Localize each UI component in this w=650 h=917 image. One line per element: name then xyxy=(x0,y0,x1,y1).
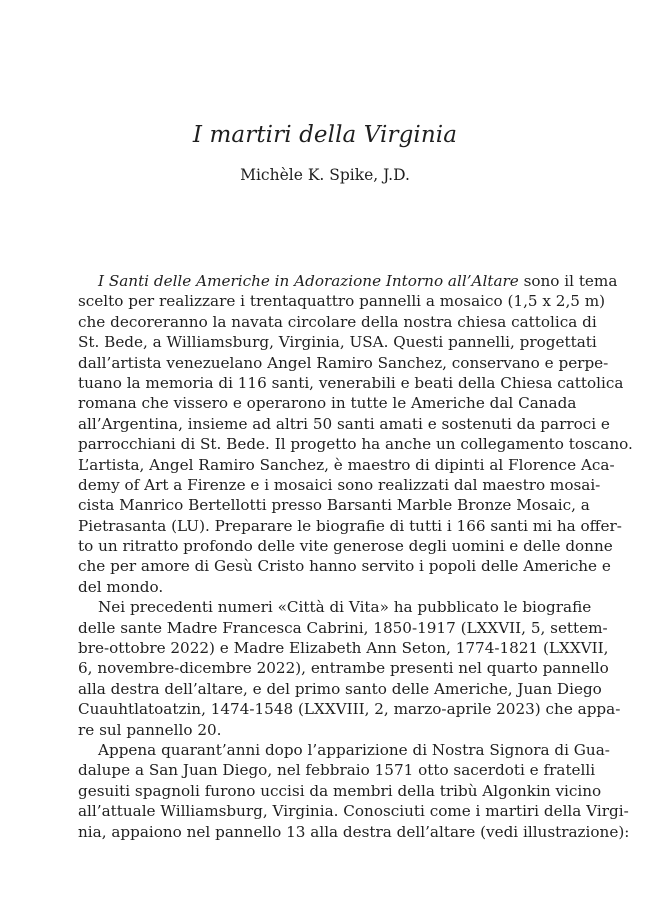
text-line: delle sante Madre Francesca Cabrini, 1850-1917 (LXXVII, 5, settem- xyxy=(78,618,608,637)
text-line: cista Manrico Bertellotti presso Barsanti Marble Bronze Mosaic, a xyxy=(78,496,590,515)
article-body xyxy=(78,271,633,842)
text-line: Nei precedenti numeri «Città di Vita» ha pubblicato le biografie xyxy=(98,598,592,617)
text-line: all’Argentina, insieme ad altri 50 santi amati e sostenuti da parroci e xyxy=(78,414,610,433)
text-line: Appena quarant’anni dopo l’apparizione di Nostra Signora di Gua- xyxy=(98,740,610,759)
text-line: tuano la memoria di 116 santi, venerabili e beati della Chiesa cattolica xyxy=(78,373,624,392)
text-line: demy of Art a Firenze e i mosaici sono realizzati dal maestro mosai- xyxy=(78,475,601,494)
text-line: Cuauhtlatoatzin, 1474-1548 (LXXVIII, 2, marzo-aprile 2023) che appa- xyxy=(78,700,621,719)
text-line: alla destra dell’altare, e del primo santo delle Americhe, Juan Diego xyxy=(78,679,602,698)
text-line: I Santi delle Americhe in Adorazione Intorno all’Altare sono il tema xyxy=(98,272,618,290)
text-line: dall’artista venezuelano Angel Ramiro Sanchez, conservano e perpe- xyxy=(78,353,609,372)
article-author: Michèle K. Spike, J.D. xyxy=(240,166,410,184)
text-line: dalupe a San Juan Diego, nel febbraio 1571 otto sacerdoti e fratelli xyxy=(78,761,596,780)
text-line: che decoreranno la navata circolare della nostra chiesa cattolica di xyxy=(78,312,597,331)
italic-title-phrase: I Santi delle Americhe in Adorazione Intorno all’Altare xyxy=(98,272,519,290)
text-line: all’attuale Williamsburg, Virginia. Conosciuti come i martiri della Virgi- xyxy=(78,802,629,821)
text-line: romana che vissero e operarono in tutte le Americhe dal Canada xyxy=(78,394,577,413)
text-line: gesuiti spagnoli furono uccisi da membri della tribù Algonkin vicino xyxy=(78,781,602,800)
paragraph-2 xyxy=(78,597,621,740)
text-line: che per amore di Gesù Cristo hanno servito i popoli delle Americhe e xyxy=(78,557,611,576)
text-line: to un ritratto profondo delle vite generose degli uomini e delle donne xyxy=(78,537,613,556)
text-line: nia, appaiono nel pannello 13 alla destra dell’altare (vedi illustrazione): xyxy=(78,822,630,841)
article-title: I martiri della Virginia xyxy=(192,122,458,148)
paragraph-3 xyxy=(78,740,630,842)
text-line: 6, novembre-dicembre 2022), entrambe presenti nel quarto pannello xyxy=(78,659,609,678)
text-line: del mondo. xyxy=(78,577,164,596)
paragraph-1 xyxy=(78,271,633,597)
text-line: L’artista, Angel Ramiro Sanchez, è maestro di dipinti al Florence Aca- xyxy=(78,455,615,474)
text-line: scelto per realizzare i trentaquattro pannelli a mosaico (1,5 x 2,5 m) xyxy=(78,292,606,311)
text-line: bre-ottobre 2022) e Madre Elizabeth Ann Seton, 1774-1821 (LXXVII, xyxy=(78,639,609,658)
text-line: re sul pannello 20. xyxy=(78,720,222,739)
text-line: St. Bede, a Williamsburg, Virginia, USA. Questi pannelli, progettati xyxy=(78,333,597,352)
text-line: Pietrasanta (LU). Preparare le biografie di tutti i 166 santi mi ha offer- xyxy=(78,516,622,535)
text-line: parrocchiani di St. Bede. Il progetto ha anche un collegamento toscano. xyxy=(78,435,633,454)
